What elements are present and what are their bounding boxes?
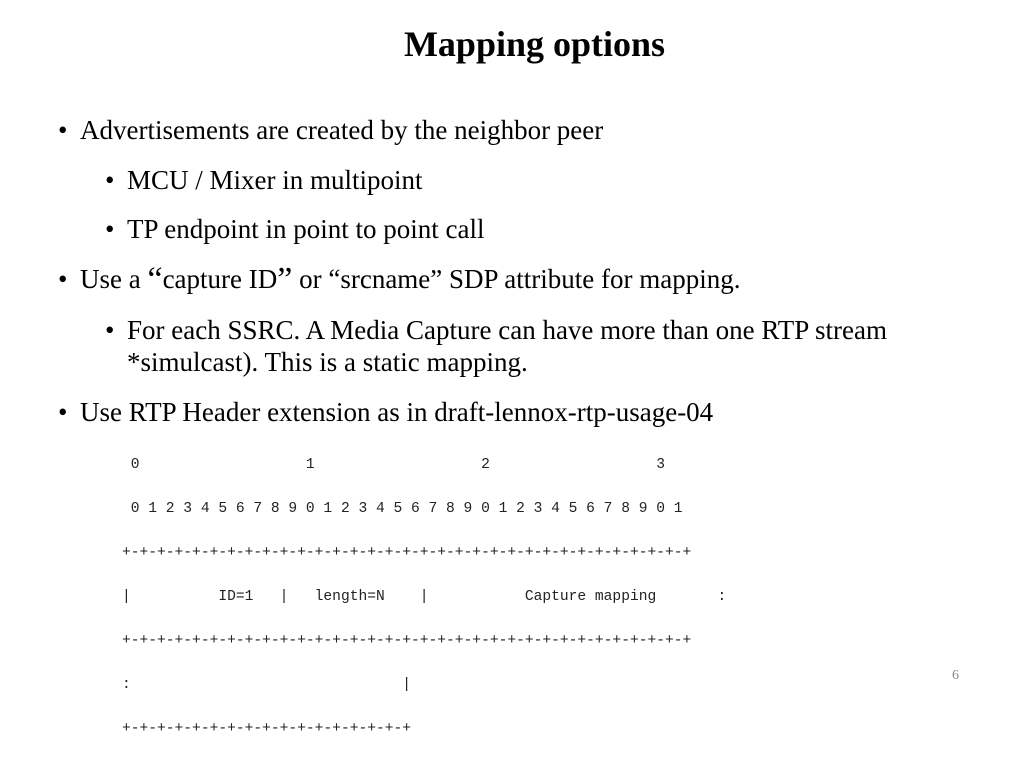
bullet-text: Advertisements are created by the neighbor peer [80, 115, 604, 145]
bullet-dot-icon: • [105, 165, 115, 195]
bullet-dot-icon: • [105, 315, 115, 345]
bullet-rtp-header-extension [58, 396, 713, 428]
bullet-text-suffix: or “srcname” SDP attribute for mapping. [292, 264, 741, 294]
bit-ruler-tens: 0 1 2 3 [122, 457, 665, 473]
bullet-ssrc [105, 314, 945, 378]
open-quote: “ [147, 261, 163, 298]
bullet-dot-icon: • [58, 264, 68, 294]
bullet-advertisements [58, 114, 603, 146]
diagram-border: +-+-+-+-+-+-+-+-+-+-+-+-+-+-+-+-+-+-+-+-+-+-+-+-+-+-+-+-+-+-+-+-+ [122, 633, 692, 649]
bullet-tp-endpoint [105, 213, 484, 245]
diagram-border: +-+-+-+-+-+-+-+-+-+-+-+-+-+-+-+-+ [122, 721, 412, 737]
bullet-text [80, 261, 741, 298]
page-number: 6 [952, 668, 959, 683]
bullet-dot-icon: • [105, 214, 115, 244]
bullet-text: Use RTP Header extension as in draft-lennox-rtp-usage-04 [80, 397, 714, 427]
bullet-text: For each SSRC. A Media Capture can have more than one RTP stream *simulcast). This is a static mapping. [127, 315, 887, 377]
bullet-text: TP endpoint in point to point call [127, 214, 485, 244]
bullet-mcu-mixer [105, 164, 423, 196]
bullet-capture-id [58, 261, 741, 298]
bullet-text-prefix: Use a [80, 264, 148, 294]
bullet-dot-icon: • [58, 397, 68, 427]
slide-title: Mapping options [403, 24, 666, 64]
diagram-fields-row: | ID=1 | length=N | Capture mapping : [122, 589, 727, 605]
bit-ruler-units: 0 1 2 3 4 5 6 7 8 9 0 1 2 3 4 5 6 7 8 9 0 1 2 3 4 5 6 7 8 9 0 1 [122, 501, 683, 517]
diagram-continuation-row: : | [122, 677, 412, 693]
rtp-header-extension-diagram [122, 432, 726, 762]
bullet-text: MCU / Mixer in multipoint [127, 165, 423, 195]
diagram-border: +-+-+-+-+-+-+-+-+-+-+-+-+-+-+-+-+-+-+-+-+-+-+-+-+-+-+-+-+-+-+-+-+ [122, 545, 692, 561]
close-quote: ” [277, 261, 293, 298]
bullet-dot-icon: • [58, 115, 68, 145]
capture-id-text: capture ID [162, 264, 278, 294]
